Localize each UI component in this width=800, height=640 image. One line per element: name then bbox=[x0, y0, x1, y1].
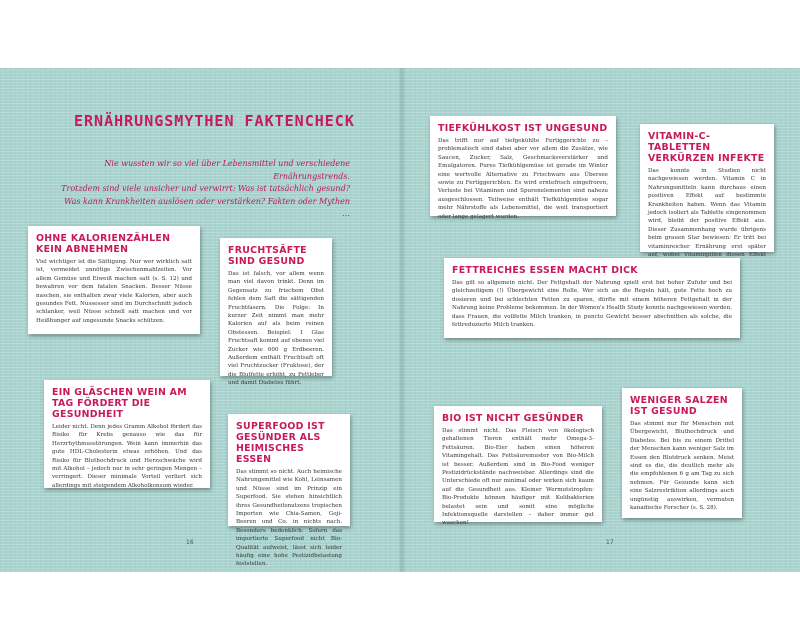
myth-text: Viel wichtiger ist die Sättigung. Nur wer wirklich satt ist, vermeidet unnötige Zwischenmahlzeiten. Vor allem Gemüse und Eiweiß machen satt (s. S. 12) und bewahren vor dem fatalen Snacken. Besser Nüsse naschen, sie enthalten zwar viele Kalorien, aber auch gesundes Fett. Nussesser sind im Durchschnitt jedoch schlanker, weil Nüsse schnell satt machen und vor Heißhunger auf ungesunde Snacks schützen. bbox=[36, 259, 192, 324]
myth-box-fruchtsaefte bbox=[220, 238, 332, 387]
myth-heading: BIO IST NICHT GESÜNDER bbox=[442, 413, 584, 424]
myth-text: Das gilt so allgemein nicht. Der Fettgehalt der Nahrung spielt erst bei hoher Zufuhr und bei gleichzeitigem (!) Übergewicht eine Rolle. Wer sich an die Regeln hält, gute Fette hoch zu dosieren und bei schlechten Fetten zu sparen, dürfte mit einem höheren Fettgehalt in der Nahrung keine Probleme bekommen. In der Women's Health Study konnte nachgewiesen werden, dass Frauen, die vollfette Milch tranken, in puncto Gewicht besser abschnitten als solche, die fettreduzierte Milch tranken. bbox=[452, 280, 732, 329]
myth-heading: OHNE KALORIENZÄHLEN KEIN ABNEHMEN bbox=[36, 233, 171, 255]
myth-box-superfood bbox=[228, 414, 350, 568]
myth-box-wein bbox=[44, 380, 210, 488]
myth-text: Das ist falsch, vor allem wenn man viel davon trinkt. Denn im Gegensatz zu frischem Obst fehlen dem Saft die sättigenden Fruchtfasern. Die Folge: In kurzer Zeit nimmt man mehr Kalorien auf als beim reinen Obstessen. Beispiel: 1 Glas Fruchtsaft kommt auf ebenso viel Zucker wie 600 g Erdbeeren. Außerdem enthält Fruchtsaft oft viel Fruchtzucker (Fruktose), der die Blutfette erhöht, zu Fettleber und damit Diabetes führt. bbox=[228, 271, 324, 387]
intro-text bbox=[60, 158, 350, 221]
page-number-left: 16 bbox=[186, 539, 194, 546]
myth-heading: EIN GLÄSCHEN WEIN AM TAG FÖRDERT DIE GESUNDHEIT bbox=[52, 387, 187, 420]
book-gutter bbox=[398, 68, 406, 572]
myth-text: Das stimmt nicht. Das Fleisch von ökologisch gehaltenen Tieren enthält mehr Omega-3-Fettsäuren. Bio-Eier haben einen höheren Vitamingehalt. Das Fettsäuremuster von Bio-Milch ist besser. Außerdem sind in Bio-Food weniger Pestizidrückstände nachweisbar. Allerdings sind die Unterschiede oft nur minimal oder wirken sich kaum auf die Gesundheit aus. Kleiner Wermutstropfen: Bio-Produkte können häufiger mit Kolibakterien belastet sein und somit eine mögliche Infektionsquelle darstellen – daher immer gut waschen! bbox=[442, 428, 594, 527]
myth-heading: FRUCHTSÄFTE SIND GESUND bbox=[228, 245, 307, 267]
myth-text: Das trifft nur auf tiefgekühlte Fertiggerichte zu – problematisch sind dabei aber vor allem die Zusätze, wie Saucen, Zucker, Salz, Geschmacksverstärker und Emulgatoren. Pures Tiefkühlgemüse ist gerade im Winter eine wertvolle Alternative zu Frischware aus Übersee sowie zu Fertiggerichten. Es wird erntefrisch eingefroren, Verluste bei Vitaminen und Spurenelementen sind nahezu ausgeschlossen. Teilweise enthält Tiefkühlgemüse sogar mehr Nährstoffe als Lebensmittel, die weit transportiert oder lange gelagert wurden. bbox=[438, 138, 608, 220]
myth-text: Das stimmt nur für Menschen mit Übergewicht, Bluthochdruck und Diabetes. Bei bis zu einem Drittel der Menschen kann weniger Salz im Essen den Blutdruck senken. Meist sind es die, die deutlich mehr als die empfohlenen 6 g am Tag zu sich nehmen. Für Gesunde kann sich eine Salzrestriktion allerdings auch ungünstig auswirken, vermuten kanadische Forscher (s. S. 28). bbox=[630, 421, 734, 512]
intro-line: Nie wussten wir so viel über Lebensmittel und verschiedene Ernährungstrends. bbox=[104, 159, 350, 181]
intro-line: Trotzdem sind viele unsicher und verwirrt: Was ist tatsächlich gesund? bbox=[61, 184, 350, 193]
myth-heading: SUPERFOOD IST GESÜNDER ALS HEIMISCHES ESSEN bbox=[236, 421, 325, 465]
myth-box-fettreiches-essen bbox=[444, 258, 740, 338]
page-number-right: 17 bbox=[606, 539, 614, 546]
myth-heading: VITAMIN-C-TABLETTEN VERKÜRZEN INFEKTE bbox=[648, 131, 765, 164]
myth-text: Leider nicht. Denn jedes Gramm Alkohol fördert das Risiko für Krebs genauso wie das für Herzrhythmusstörungen. Wein kann immerhin das gute HDL-Cholesterin etwas erhöhen. Und das Risiko für Bluthochdruck und Herzschwäche wird mit Alkohol – jedoch nur in sehr geringen Mengen – verringert. Dieser minimale Vorteil verliert sich allerdings mit steigendem Alkoholkonsum wieder. bbox=[52, 424, 202, 489]
page-title: ERNÄHRUNGSMYTHEN FAKTENCHECK bbox=[74, 112, 355, 130]
myth-text: Das konnte in Studien nicht nachgewiesen werden. Vitamin C in Nahrungsmitteln kann durchaus einen positiven Effekt auf bestimmte Krankheiten haben. Wenn das Vitamin jedoch isoliert als Tablette eingenommen wird, bleibt der positive Effekt aus. Dieser Zusammenhang wurde übrigens beim grauen Star bewiesen: Er tritt bei vitaminreicher Ernährung erst später auf, wobei Vitaminpillen diesen Effekt bbox=[648, 168, 766, 259]
myth-text: Das stimmt so nicht. Auch heimische Nahrungsmittel wie Kohl, Leinsamen und Nüsse sind im Prinzip ein Superfood. Sie stehen hinsichtlich ihres Gesundheitsnutzens tropischen Importen wie Chia-Samen, Goji-Beeren und Co. in nichts nach. Besonders bedenklich: Sofern das importierte Superfood nicht Bio-Qualität aufweist, lässt sich leider häufig eine hohe Pestizidbelastung feststellen. bbox=[236, 469, 342, 568]
myth-heading: TIEFKÜHLKOST IST UNGESUND bbox=[438, 123, 608, 134]
myth-heading: WENIGER SALZEN IST GESUND bbox=[630, 395, 728, 417]
myth-heading: FETTREICHES ESSEN MACHT DICK bbox=[452, 265, 638, 276]
myth-box-salz bbox=[622, 388, 742, 518]
myth-box-vitamin-c bbox=[640, 124, 774, 259]
myth-box-tiefkuehlkost bbox=[430, 116, 616, 220]
myth-box-kalorienzaehlen bbox=[28, 226, 200, 334]
intro-line: Was kann Krankheiten auslösen oder verstärken? Fakten oder Mythen … bbox=[64, 196, 350, 218]
myth-box-bio bbox=[434, 406, 602, 527]
